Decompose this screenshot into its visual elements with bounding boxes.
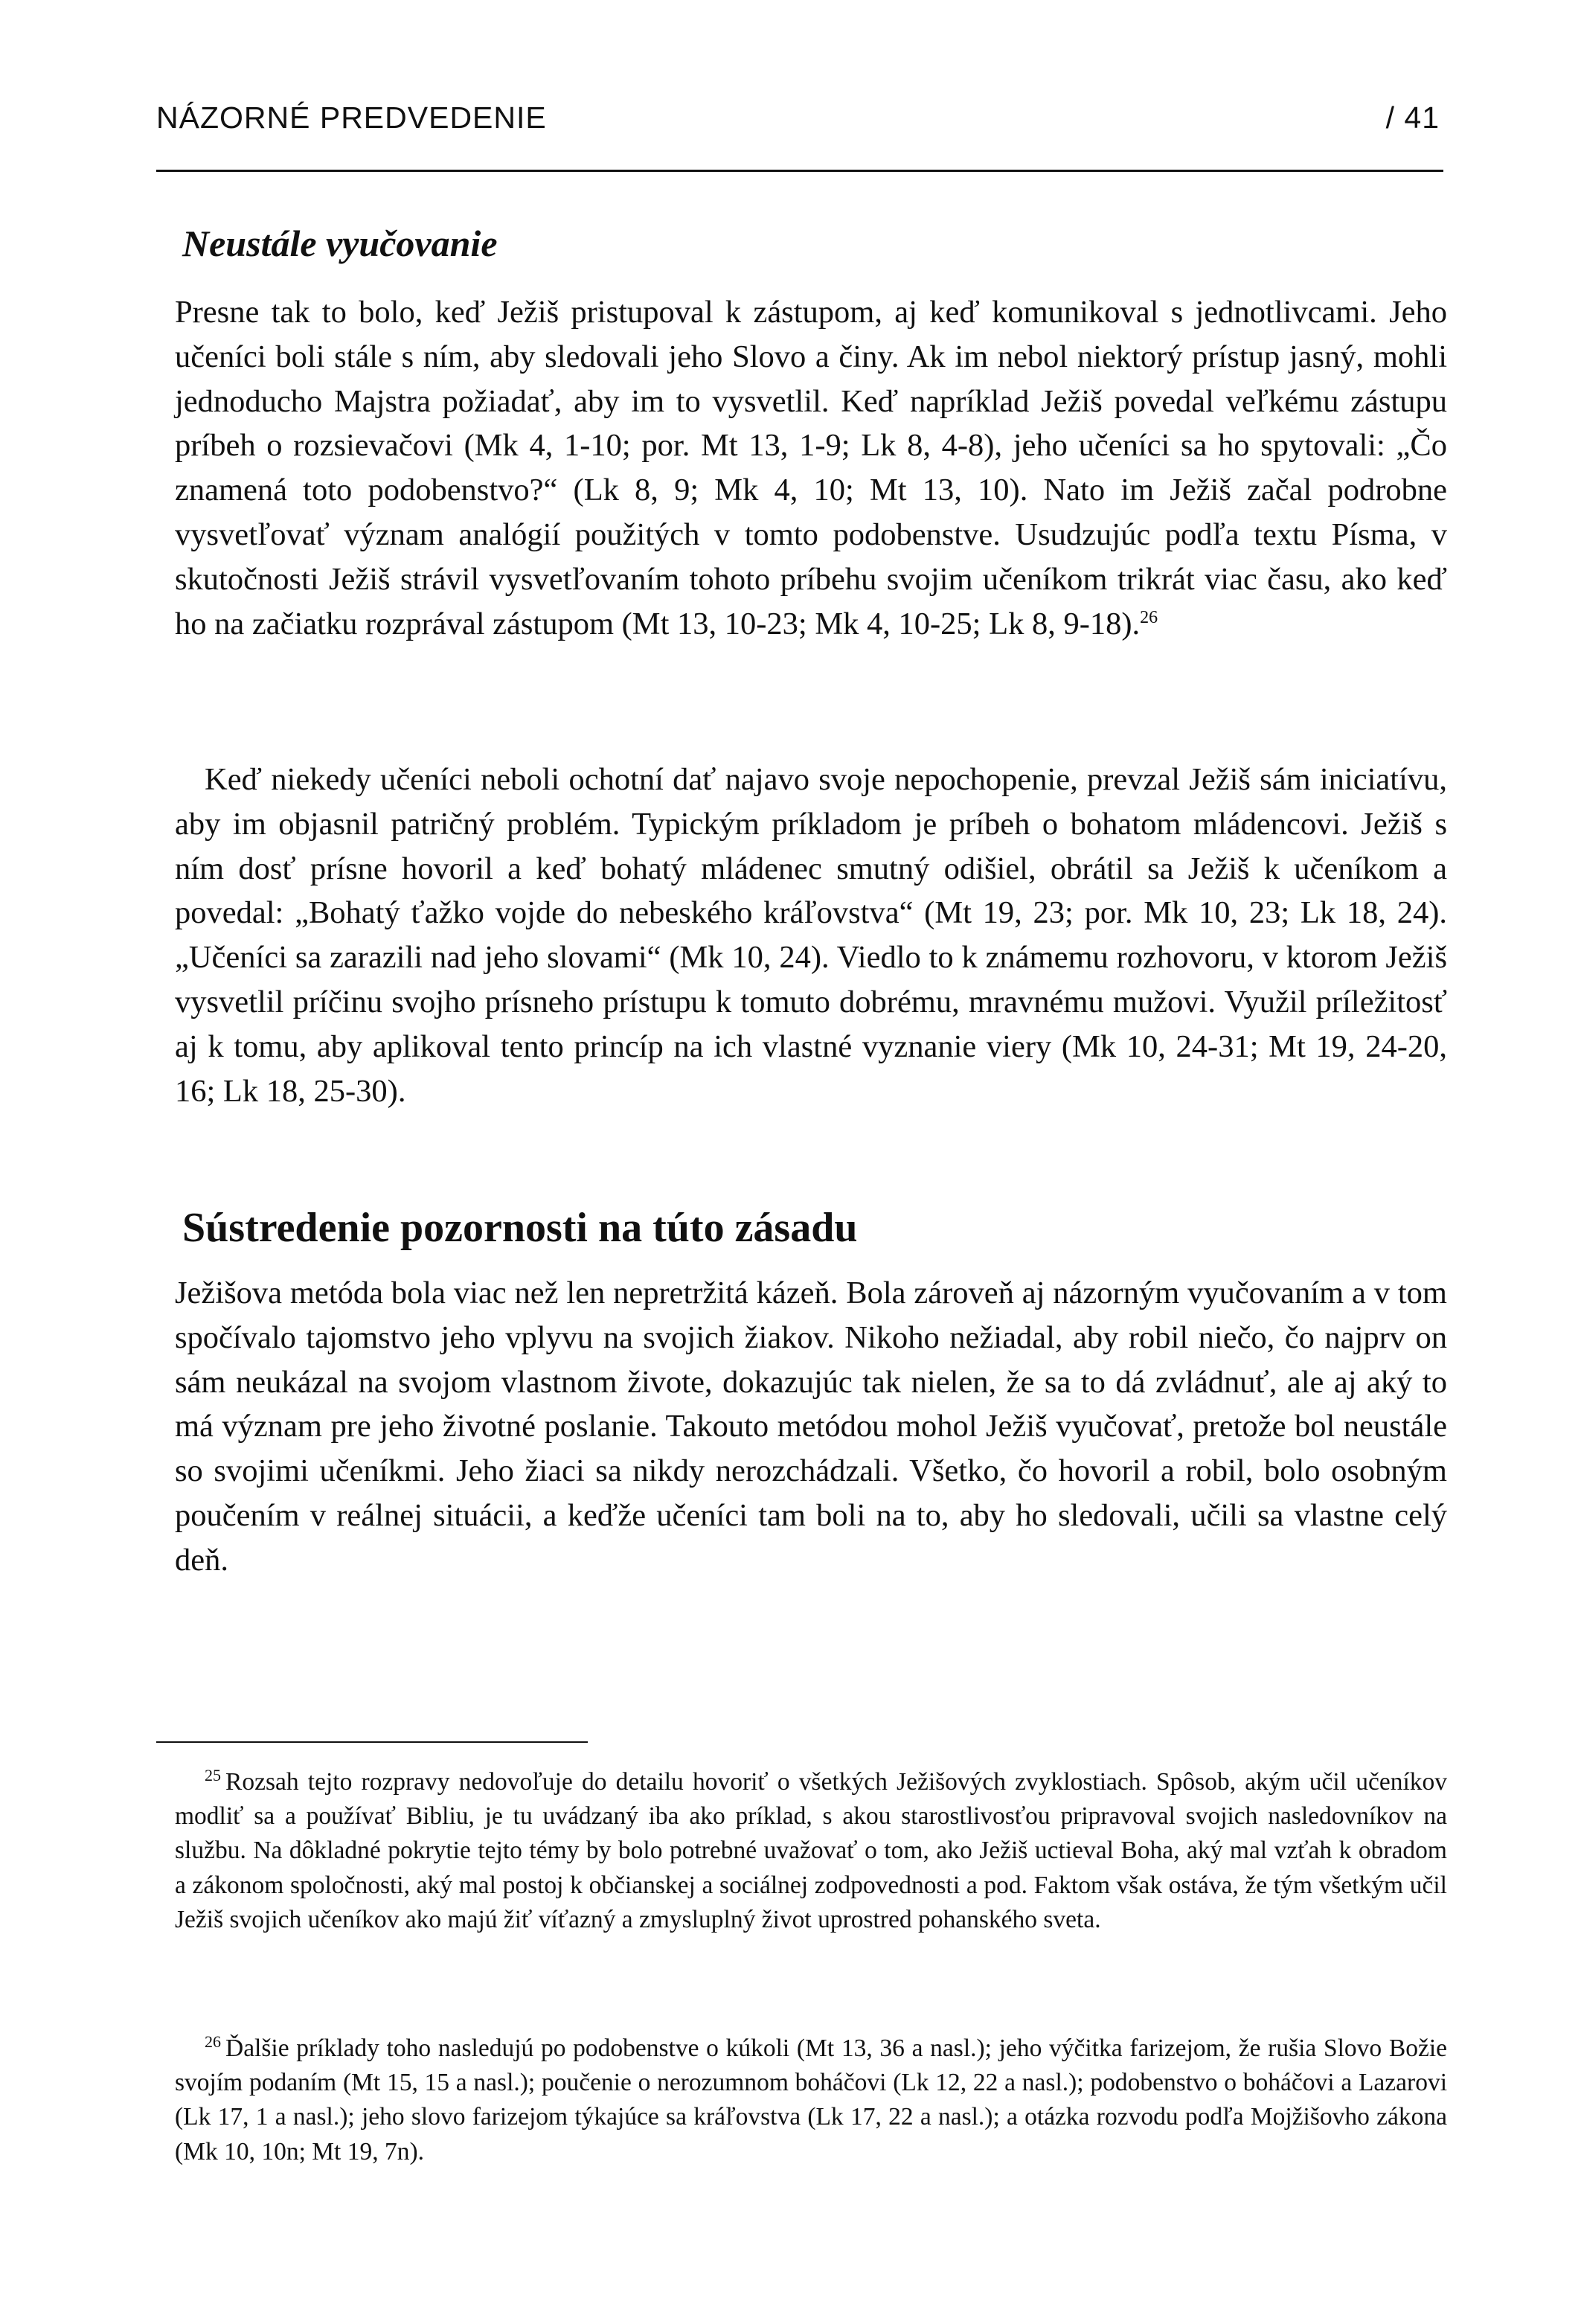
section-title-neustale-vyucovanie: Neustále vyučovanie: [182, 223, 498, 264]
paragraph-1: [175, 290, 1447, 646]
page-number: / 41: [1385, 100, 1440, 135]
book-page: [156, 0, 1447, 2324]
footnote-number: 26: [205, 2032, 221, 2051]
footnote-ref-26: 26: [1140, 607, 1158, 627]
paragraph-2-text: Keď niekedy učeníci neboli ochotní dať najavo svoje nepochopenie, prevzal Ježiš sám iniciatívu, aby im objasnil patričný problém. Typickým príkladom je príbeh o bohatom mládencovi. Ježiš s ním dosť prísne hovoril a keď bohatý mládenec smutný odišiel, obrátil sa Ježiš k učeníkom a povedal: „Bohatý ťažko vojde do nebeského kráľovstva“ (Mt 19, 23; por. Mk 10, 23; Lk 18, 24). „Učeníci sa zarazili nad jeho slovami“ (Mk 10, 24). Viedlo to k známemu rozhovoru, v ktorom Ježiš vysvetlil príčinu svojho prísneho prístupu k tomuto dobrému, mravnému mužovi. Využil príležitosť aj k tomu, aby aplikoval tento princíp na ich vlastné vyznanie viery (Mk 10, 24-31; Mt 19, 24-20, 16; Lk 18, 25-30).: [175, 762, 1447, 1109]
footnote-text: Ďalšie príklady toho nasledujú po podobenstve o kúkoli (Mt 13, 36 a nasl.); jeho výčitka farizejom, že rušia Slovo Božie svojím podaním (Mt 15, 15 a nasl.); poučenie o nerozumnom boháčovi (Lk 12, 22 a nasl.); podobenstvo o boháčovi a Lazarovi (Lk 17, 1 a nasl.); jeho slovo farizejom týkajúce sa kráľovstva (Lk 17, 22 a nasl.); a otázka rozvodu podľa Mojžišovho zákona (Mk 10, 10n; Mt 19, 7n).: [175, 2035, 1447, 2165]
footnote-rule: [156, 1741, 588, 1743]
paragraph-3-text: Ježišova metóda bola viac než len nepretržitá kázeň. Bola zároveň aj názorným vyučovaním a v tom spočívalo tajomstvo jeho vplyvu na svojich žiakov. Nikoho nežiadal, aby robil niečo, čo najprv on sám neukázal na svojom vlastnom živote, dokazujúc tak nielen, že sa to dá zvládnuť, ale aj aký to má význam pre jeho životné poslanie. Takouto metódou mohol Ježiš vyučovať, pretože bol neustále so svojimi učeníkmi. Jeho žiaci sa nikdy nerozchádzali. Všetko, čo hovoril a robil, bolo osobným poučením v reálnej situácii, a keďže učeníci tam boli na to, aby ho sledovali, učili sa vlastne celý deň.: [175, 1275, 1447, 1578]
footnote-text: Rozsah tejto rozpravy nedovoľuje do detailu hovoriť o všetkých Ježišových zvyklostiach. Spôsob, akým učil učeníkov modliť sa a používať Bibliu, je tu uvádzaný iba ako príklad, s akou starostlivosťou pripravoval svojich nasledovníkov na službu. Na dôkladné pokrytie tejto témy by bolo potrebné uvažovať o tom, ako Ježiš uctieval Boha, aký mal vzťah k obradom a zákonom spoločnosti, aký mal postoj k občianskej a sociálnej zodpovednosti a pod. Faktom však ostáva, že tým všetkým učil Ježiš svojich učeníkov ako majú žiť víťazný a zmysluplný život uprostred pohanského sveta.: [175, 1768, 1447, 1933]
section-heading-sustredenie: Sústredenie pozornosti na túto zásadu: [182, 1205, 858, 1251]
header-rule: [156, 170, 1443, 172]
running-header: [156, 100, 1443, 145]
chapter-title: NÁZORNÉ PREDVEDENIE: [156, 100, 547, 135]
paragraph-1-text: Presne tak to bolo, keď Ježiš pristupoval k zástupom, aj keď komunikoval s jednotlivcami. Jeho učeníci boli stále s ním, aby sledovali jeho Slovo a činy. Ak im nebol niektorý prístup jasný, mohli jednoducho Majstra požiadať, aby im to vysvetlil. Keď napríklad Ježiš povedal veľkému zástupu príbeh o rozsievačovi (Mk 4, 1-10; por. Mt 13, 1-9; Lk 8, 4-8), jeho učeníci sa ho spytovali: „Čo znamená toto podobenstvo?“ (Lk 8, 9; Mk 4, 10; Mt 13, 10). Nato im Ježiš začal podrobne vysvetľovať význam analógií použitých v tomto podobenstve. Usudzujúc podľa textu Písma, v skutočnosti Ježiš strávil vysvetľovaním tohoto príbehu svojim učeníkom trikrát viac času, ako keď ho na začiatku rozprával zástupom (Mt 13, 10-23; Mk 4, 10-25; Lk 8, 9-18).: [175, 295, 1447, 641]
paragraph-3: [175, 1271, 1447, 1583]
paragraph-2: [175, 758, 1447, 1113]
footnote-26: [175, 2032, 1447, 2169]
footnote-25: [175, 1765, 1447, 1937]
footnote-number: 25: [205, 1765, 221, 1784]
